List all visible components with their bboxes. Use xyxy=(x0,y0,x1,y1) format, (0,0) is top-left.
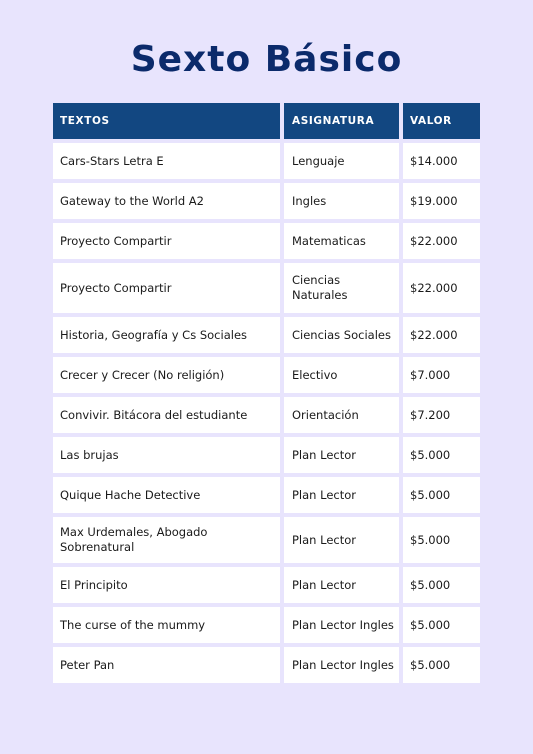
table-row xyxy=(53,607,480,643)
table-row xyxy=(53,263,480,313)
cell-texto: Proyecto Compartir xyxy=(53,223,280,259)
cell-texto: Quique Hache Detective xyxy=(53,477,280,513)
cell-valor: $22.000 xyxy=(403,317,480,353)
cell-valor: $19.000 xyxy=(403,183,480,219)
page-title: Sexto Básico xyxy=(130,39,403,80)
cell-valor: $5.000 xyxy=(403,437,480,473)
cell-asignatura: Plan Lector xyxy=(284,567,399,603)
table-row xyxy=(53,357,480,393)
table-row xyxy=(53,317,480,353)
table-row xyxy=(53,183,480,219)
cell-valor: $22.000 xyxy=(403,263,480,313)
cell-asignatura: Matematicas xyxy=(284,223,399,259)
header-textos: TEXTOS xyxy=(53,103,280,139)
table-row xyxy=(53,397,480,433)
cell-asignatura: Plan Lector Ingles xyxy=(284,607,399,643)
cell-valor: $5.000 xyxy=(403,567,480,603)
cell-valor: $22.000 xyxy=(403,223,480,259)
cell-asignatura: Lenguaje xyxy=(284,143,399,179)
cell-asignatura: Ingles xyxy=(284,183,399,219)
cell-valor: $5.000 xyxy=(403,647,480,683)
cell-texto: El Principito xyxy=(53,567,280,603)
cell-asignatura: Ciencias Naturales xyxy=(284,263,399,313)
cell-asignatura: Electivo xyxy=(284,357,399,393)
table-row xyxy=(53,223,480,259)
table-header-row xyxy=(53,103,480,139)
book-table xyxy=(53,103,480,687)
cell-valor: $5.000 xyxy=(403,517,480,563)
table-row xyxy=(53,437,480,473)
cell-texto: Max Urdemales, Abogado Sobrenatural xyxy=(53,517,280,563)
table-row xyxy=(53,143,480,179)
cell-texto: Convivir. Bitácora del estudiante xyxy=(53,397,280,433)
cell-texto: Las brujas xyxy=(53,437,280,473)
cell-asignatura: Ciencias Sociales xyxy=(284,317,399,353)
cell-asignatura: Plan Lector xyxy=(284,517,399,563)
cell-asignatura: Orientación xyxy=(284,397,399,433)
cell-texto: The curse of the mummy xyxy=(53,607,280,643)
cell-asignatura: Plan Lector xyxy=(284,437,399,473)
cell-asignatura: Plan Lector xyxy=(284,477,399,513)
cell-texto: Historia, Geografía y Cs Sociales xyxy=(53,317,280,353)
cell-texto: Gateway to the World A2 xyxy=(53,183,280,219)
table-row xyxy=(53,567,480,603)
cell-valor: $5.000 xyxy=(403,607,480,643)
cell-valor: $7.200 xyxy=(403,397,480,433)
cell-valor: $7.000 xyxy=(403,357,480,393)
cell-texto: Proyecto Compartir xyxy=(53,263,280,313)
header-valor: VALOR xyxy=(403,103,480,139)
cell-valor: $5.000 xyxy=(403,477,480,513)
table-row xyxy=(53,647,480,683)
table-row xyxy=(53,517,480,563)
header-asignatura: ASIGNATURA xyxy=(284,103,399,139)
cell-asignatura: Plan Lector Ingles xyxy=(284,647,399,683)
cell-texto: Crecer y Crecer (No religión) xyxy=(53,357,280,393)
cell-texto: Peter Pan xyxy=(53,647,280,683)
cell-valor: $14.000 xyxy=(403,143,480,179)
cell-texto: Cars-Stars Letra E xyxy=(53,143,280,179)
table-row xyxy=(53,477,480,513)
